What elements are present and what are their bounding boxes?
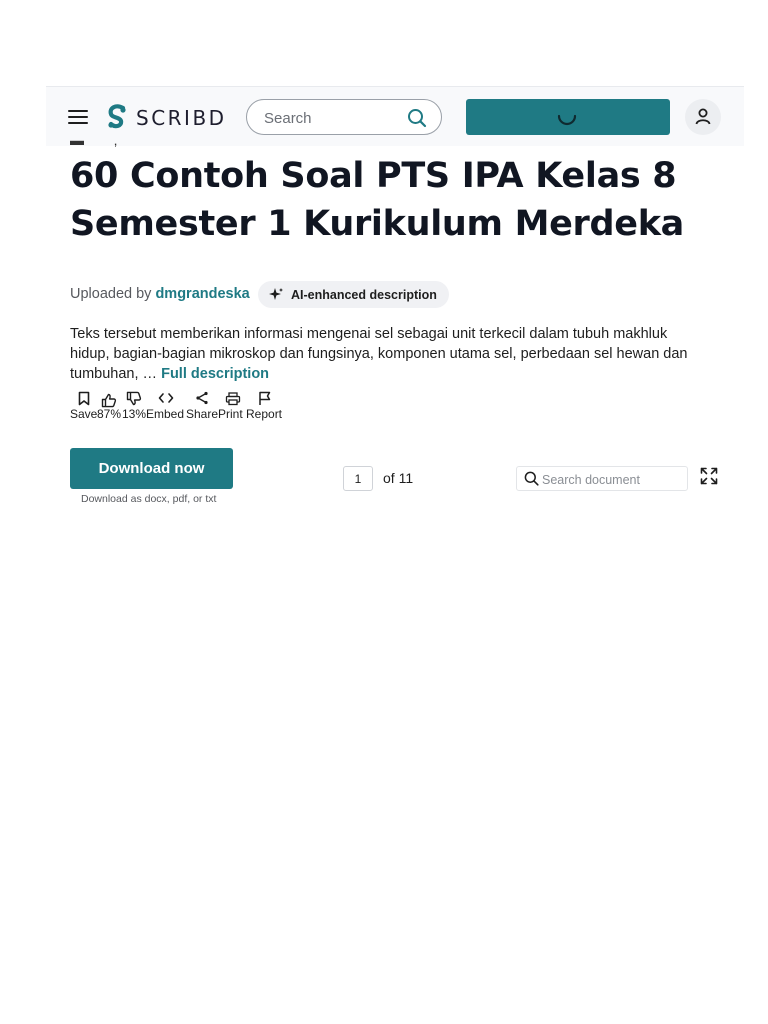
document-search[interactable] (516, 466, 688, 491)
fullscreen-icon[interactable] (700, 467, 718, 485)
top-header (46, 86, 744, 146)
report-label: Report (246, 407, 283, 421)
thumbs-up-icon (101, 393, 117, 408)
search-icon (524, 471, 539, 486)
uploader-line (70, 286, 250, 302)
ai-description-badge[interactable] (258, 281, 449, 308)
full-description-link[interactable]: Full description (161, 366, 270, 382)
document-title: 60 Contoh Soal PTS IPA Kelas 8 Semester 1 Kurikulum Merdeka (70, 156, 684, 244)
description-text: Teks tersebut memberikan informasi mengenai sel sebagai unit terkecil dalam tubuh makhluk hidup, bagian-bagian mikroskop dan fungsinya, komponen utama sel, perbedaan sel hewan dan tumbuhan, … (70, 326, 688, 382)
dislike-percent: 13% (122, 407, 147, 421)
ai-badge-label: AI-enhanced description (291, 287, 437, 302)
print-label: Print (218, 407, 243, 421)
scribd-logo-icon (106, 104, 128, 132)
spinner-icon (556, 107, 578, 129)
search-icon[interactable] (407, 108, 427, 128)
search-input[interactable] (262, 108, 406, 128)
menu-icon[interactable] (68, 110, 88, 124)
page-count: of 11 (383, 470, 414, 486)
bookmark-icon (77, 391, 91, 406)
uploaded-by-label: Uploaded by (70, 286, 152, 302)
account-button[interactable] (685, 99, 721, 135)
share-icon (195, 391, 209, 405)
printer-icon (225, 392, 241, 406)
breadcrumb: ▬ ‚ (70, 132, 118, 148)
uploader-link[interactable]: dmgrandeska (155, 286, 250, 302)
header-cta-button[interactable] (466, 99, 670, 135)
like-percent: 87% (97, 407, 122, 421)
page-number-input[interactable] (343, 466, 373, 491)
flag-icon (258, 391, 272, 406)
scribd-logo[interactable] (106, 104, 227, 132)
save-label: Save (70, 407, 98, 421)
share-label: Share (186, 407, 219, 421)
logo-text: SCRIBD (136, 106, 227, 130)
thumbs-down-icon (126, 391, 142, 406)
download-formats-note: Download as docx, pdf, or txt (81, 493, 217, 505)
document-description (70, 324, 710, 384)
embed-label: Embed (146, 407, 185, 421)
document-search-input[interactable] (540, 470, 684, 489)
sparkle-icon (268, 287, 284, 303)
code-icon (158, 392, 174, 404)
user-icon (695, 108, 711, 125)
site-search[interactable] (246, 99, 442, 135)
download-now-button[interactable]: Download now (70, 448, 233, 489)
